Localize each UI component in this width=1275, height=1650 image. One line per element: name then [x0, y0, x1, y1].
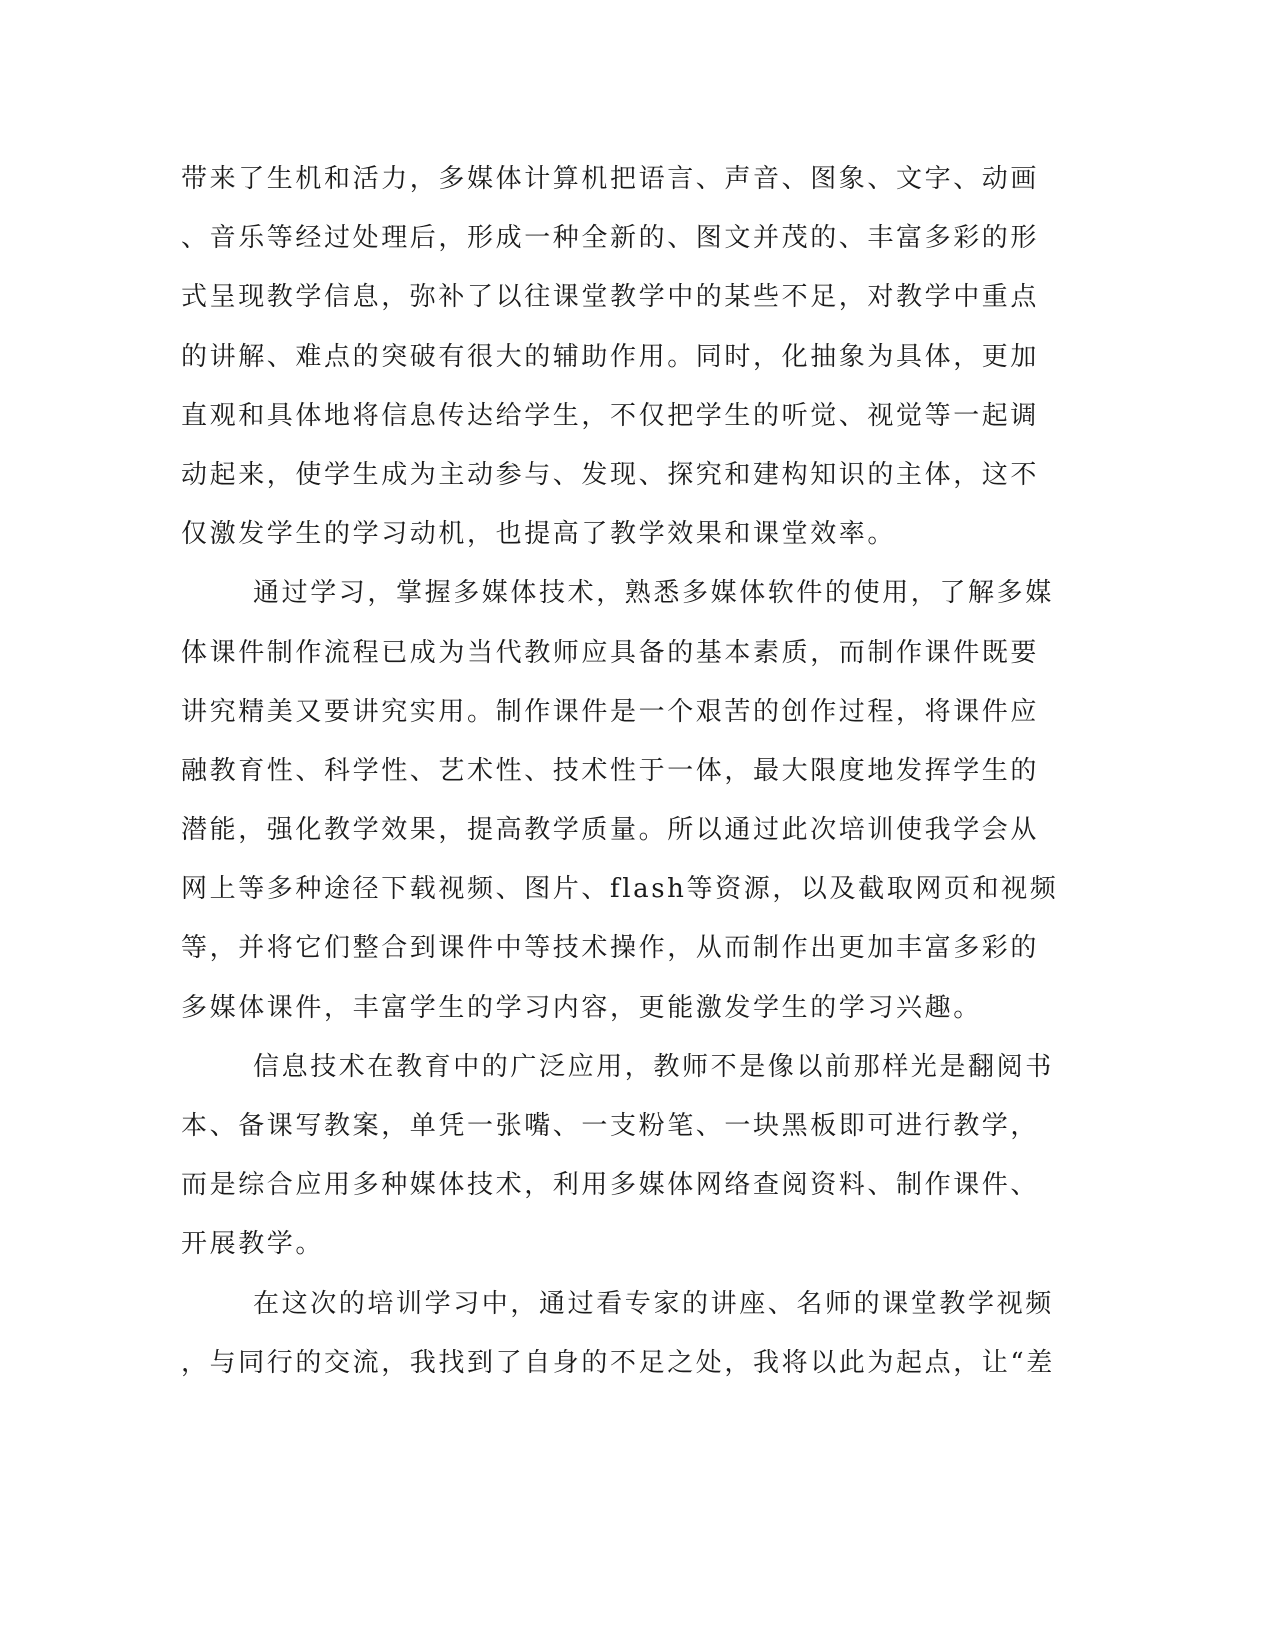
document-page [181, 150, 1059, 1393]
text-line: 的讲解、难点的突破有很大的辅助作用。同时，化抽象为具体，更加 [181, 341, 1040, 372]
paragraph-start-line: 在这次的培训学习中，通过看专家的讲座、名师的课堂教学视频 [253, 1288, 1054, 1319]
text-line: 网上等多种途径下载视频、图片、flash等资源，以及截取网页和视频 [181, 874, 1059, 905]
text-line: 多媒体课件，丰富学生的学习内容，更能激发学生的学习兴趣。 [181, 992, 982, 1023]
text-line: 体课件制作流程已成为当代教师应具备的基本素质，而制作课件既要 [181, 637, 1040, 668]
text-line: 带来了生机和活力，多媒体计算机把语言、声音、图象、文字、动画 [181, 164, 1040, 194]
text-line: ，与同行的交流，我找到了自身的不足之处，我将以此为起点，让“差 [181, 1347, 1055, 1378]
text-line: 潜能，强化教学效果，提高教学质量。所以通过此次培训使我学会从 [181, 815, 1040, 846]
text-line: 开展教学。 [181, 1229, 325, 1260]
text-line: 等，并将它们整合到课件中等技术操作，从而制作出更加丰富多彩的 [181, 933, 1040, 964]
text-line: 、音乐等经过处理后，形成一种全新的、图文并茂的、丰富多彩的形 [181, 223, 1040, 254]
text-line: 讲究精美又要讲究实用。制作课件是一个艰苦的创作过程，将课件应 [181, 696, 1040, 727]
text-line: 仅激发学生的学习动机，也提高了教学效果和课堂效率。 [181, 519, 897, 550]
paragraph-start-line: 信息技术在教育中的广泛应用，教师不是像以前那样光是翻阅书 [253, 1051, 1054, 1082]
text-line: 式呈现教学信息，弥补了以往课堂教学中的某些不足，对教学中重点 [181, 282, 1040, 313]
text-line: 动起来，使学生成为主动参与、发现、探究和建构知识的主体，这不 [181, 459, 1040, 490]
text-line: 融教育性、科学性、艺术性、技术性于一体，最大限度地发挥学生的 [181, 755, 1040, 786]
paragraph-start-line: 通过学习，掌握多媒体技术，熟悉多媒体软件的使用，了解多媒 [253, 578, 1054, 609]
text-line: 直观和具体地将信息传达给学生，不仅把学生的听觉、视觉等一起调 [181, 400, 1040, 431]
text-line: 本、备课写教案，单凭一张嘴、一支粉笔、一块黑板即可进行教学， [181, 1111, 1040, 1141]
text-line: 而是综合应用多种媒体技术，利用多媒体网络查阅资料、制作课件、 [181, 1170, 1040, 1201]
